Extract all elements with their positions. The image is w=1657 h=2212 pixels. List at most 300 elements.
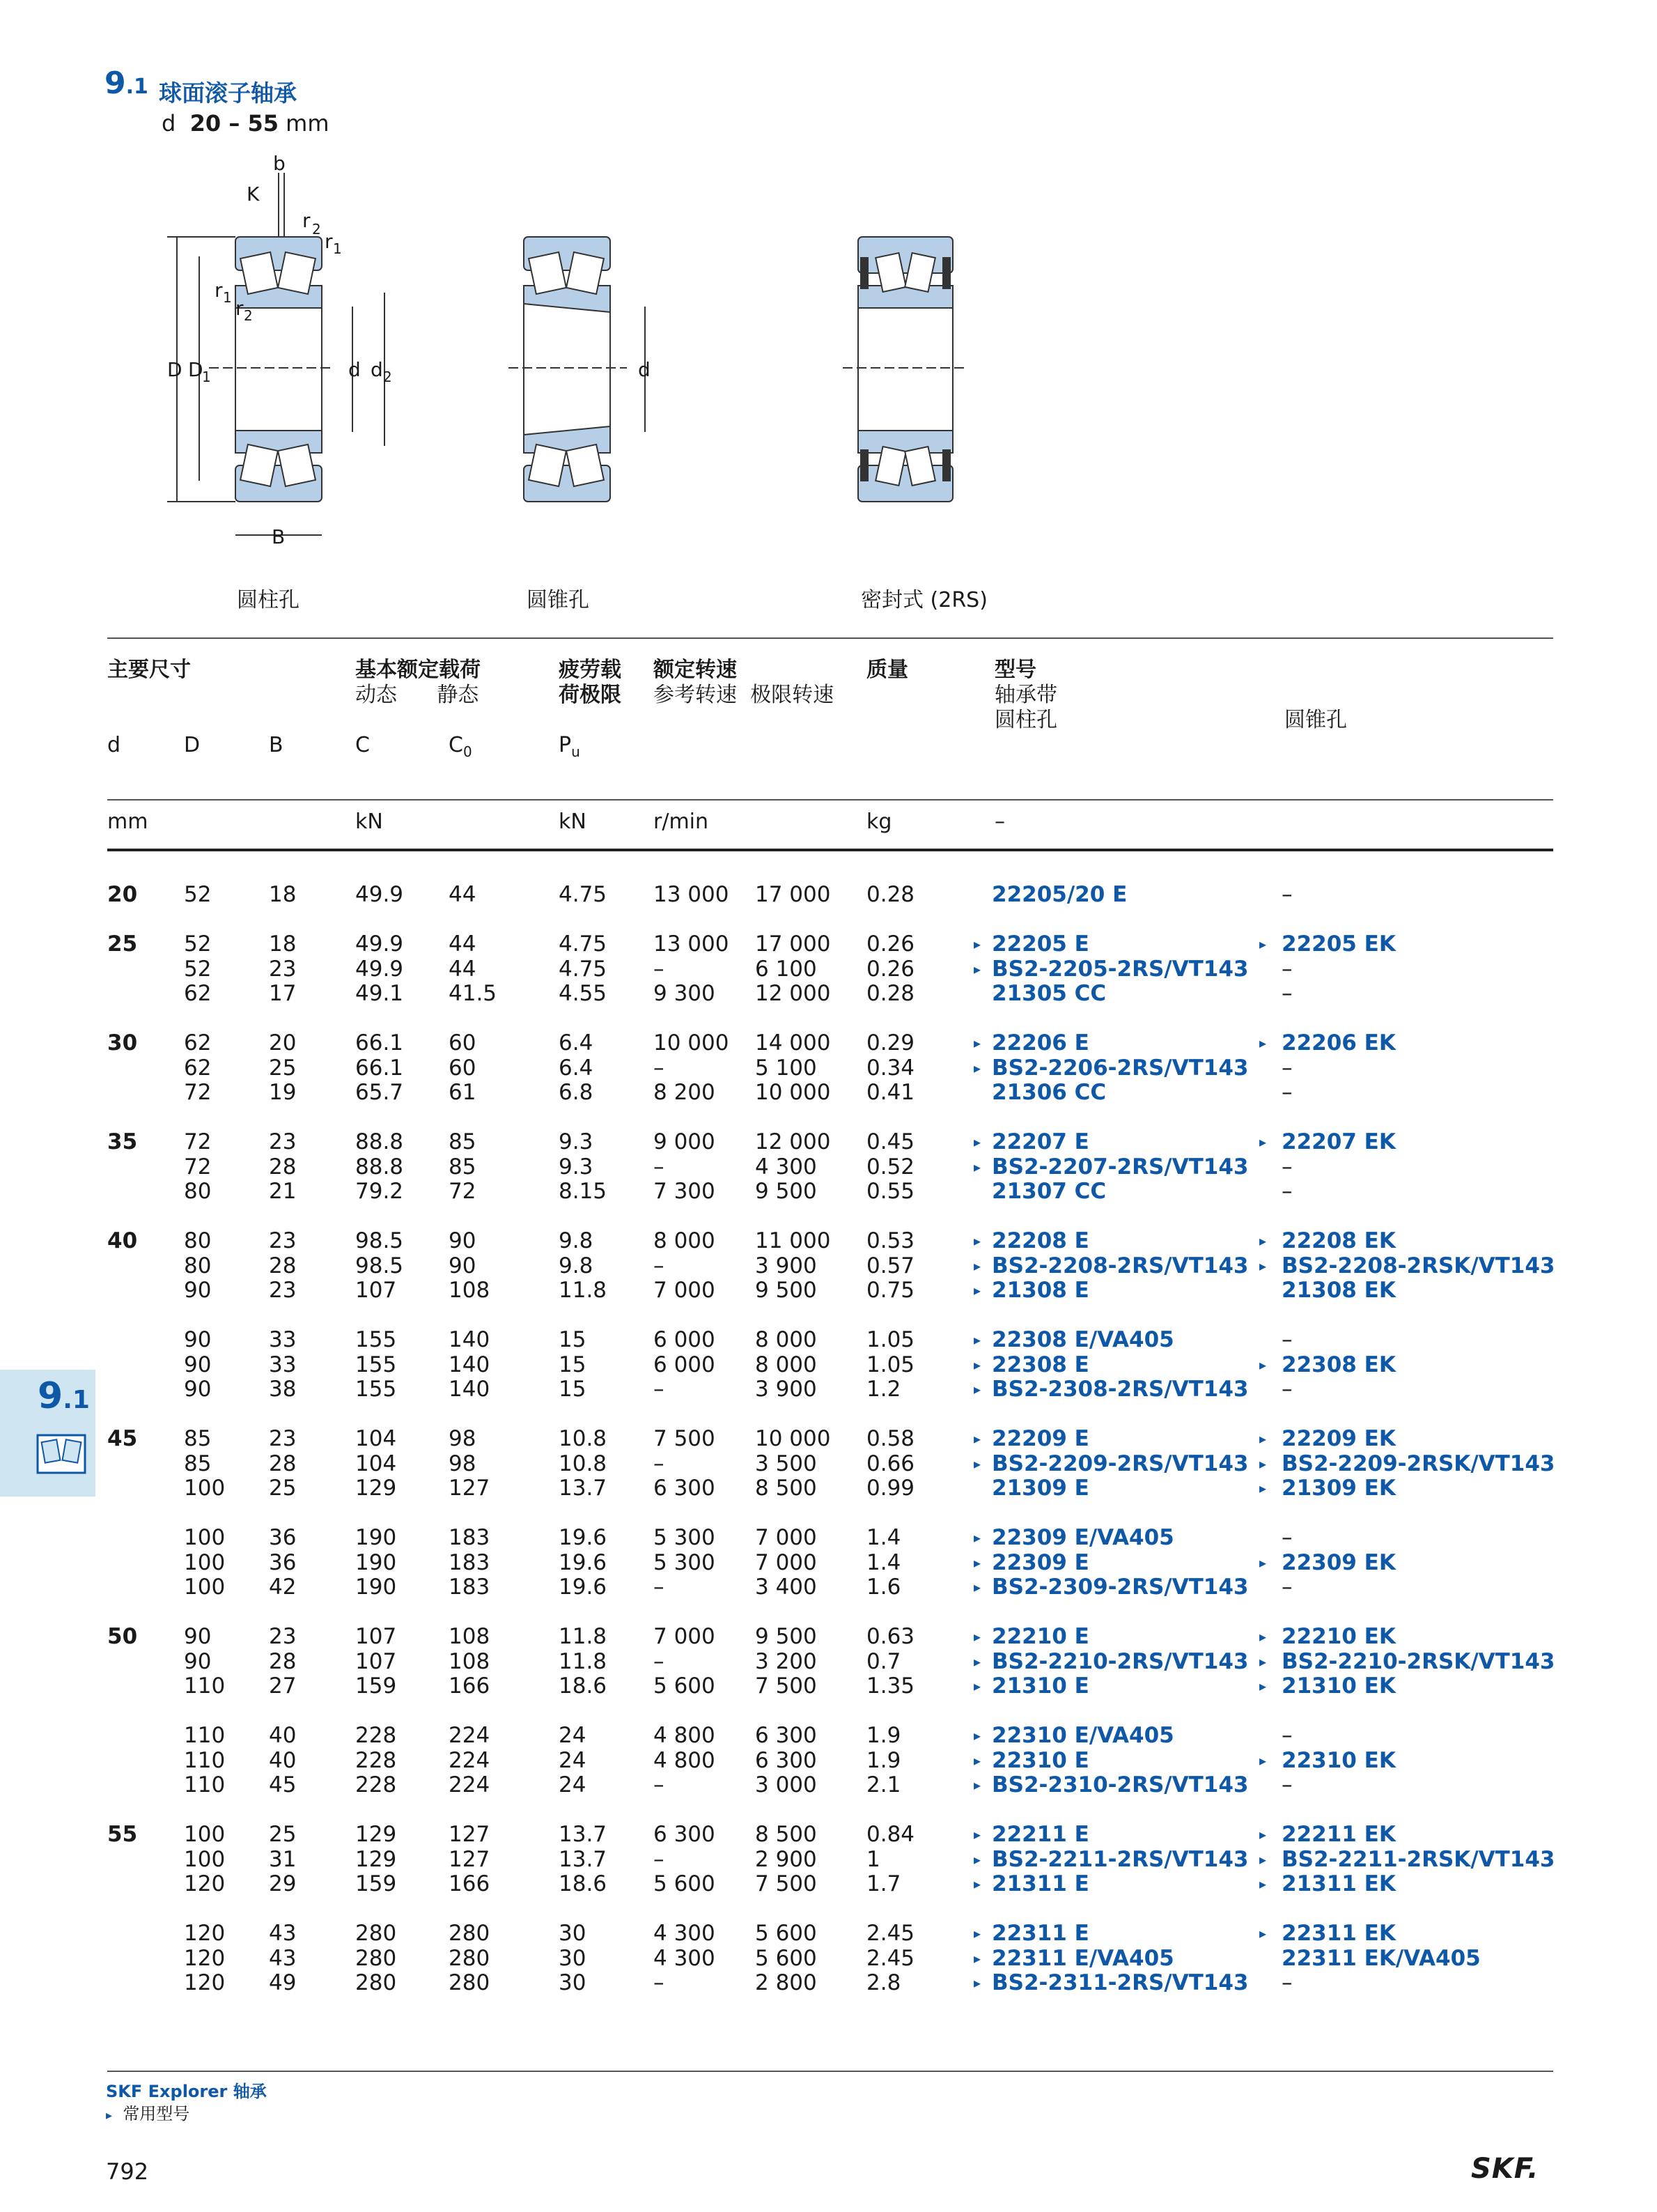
header-rule-mid	[107, 799, 1553, 801]
col-Pu: 13.7	[559, 1476, 607, 1501]
caption-cylindrical-bore: 圆柱孔	[237, 588, 299, 612]
footer-title: SKF Explorer 轴承	[106, 2082, 267, 2101]
col-C: 66.1	[355, 1055, 404, 1081]
col-mass: 0.63	[866, 1624, 915, 1649]
table-row	[0, 1030, 1657, 1055]
col-B: 38	[269, 1377, 297, 1402]
designation-tapered[interactable]: 22308 EK	[1282, 1352, 1396, 1377]
caption-sealed: 密封式 (2RS)	[861, 588, 988, 612]
popular-marker-icon: ▸	[974, 1826, 981, 1843]
designation-cylindrical[interactable]: BS2-2207-2RS/VT143	[992, 1154, 1249, 1180]
header-main-dims: 主要尺寸	[107, 658, 191, 682]
unit-rmin: r/min	[653, 810, 709, 834]
col-C: 49.9	[355, 931, 404, 957]
svg-text:1: 1	[223, 289, 232, 306]
popular-marker-icon: ▸	[1259, 1628, 1267, 1645]
col-D: 120	[184, 1871, 226, 1896]
designation-cylindrical[interactable]: 21309 E	[992, 1476, 1089, 1501]
col-C: 49.9	[355, 882, 404, 907]
designation-tapered[interactable]: 21308 EK	[1282, 1278, 1396, 1303]
designation-tapered[interactable]: 22208 EK	[1282, 1228, 1396, 1253]
col-mass: 0.28	[866, 882, 915, 907]
col-C: 228	[355, 1723, 397, 1748]
col-Pu: 9.8	[559, 1228, 593, 1253]
col-D: 52	[184, 956, 212, 982]
designation-tapered: –	[1282, 1723, 1293, 1748]
designation-tapered[interactable]: 22310 EK	[1282, 1747, 1396, 1773]
col-mass: 0.99	[866, 1476, 915, 1501]
col-C0: 280	[449, 1945, 490, 1971]
col-mass: 1.7	[866, 1871, 901, 1896]
sym-Pu: $P_u$	[559, 733, 580, 760]
col-D: 90	[184, 1352, 212, 1377]
bearing-drawings	[0, 0, 1657, 613]
col-mass: 2.1	[866, 1772, 901, 1797]
popular-marker-icon: ▸	[1259, 1430, 1267, 1447]
designation-cylindrical[interactable]: 22311 E/VA405	[992, 1945, 1174, 1971]
designation-tapered[interactable]: BS2-2209-2RSK/VT143	[1282, 1451, 1555, 1476]
designation-cylindrical[interactable]: BS2-2310-2RS/VT143	[992, 1772, 1249, 1797]
col-C: 104	[355, 1451, 397, 1476]
designation-cylindrical[interactable]: 22210 E	[992, 1624, 1089, 1649]
col-D: 80	[184, 1253, 212, 1278]
col-Pu: 8.15	[559, 1179, 607, 1204]
diameter-range: d 20 – 55 mm	[162, 110, 329, 137]
col-mass: 1.35	[866, 1673, 915, 1699]
table-row	[0, 1575, 1657, 1600]
col-C: 190	[355, 1575, 397, 1600]
header-designation: 型号 轴承带 圆柱孔	[995, 658, 1057, 732]
col-Pu: 9.3	[559, 1129, 593, 1154]
col-C0: 85	[449, 1129, 476, 1154]
designation-cylindrical[interactable]: BS2-2211-2RS/VT143	[992, 1846, 1249, 1872]
col-ref-speed: –	[653, 956, 664, 982]
svg-text:1: 1	[333, 240, 342, 257]
col-B: 19	[269, 1080, 297, 1105]
col-mass: 0.41	[866, 1080, 915, 1105]
unit-mm: mm	[107, 810, 148, 834]
table-row	[0, 1352, 1657, 1377]
col-ref-speed: 7 000	[653, 1624, 715, 1649]
col-lim-speed: 11 000	[755, 1228, 831, 1253]
designation-cylindrical[interactable]: BS2-2209-2RS/VT143	[992, 1451, 1249, 1476]
col-ref-speed: 7 300	[653, 1179, 715, 1204]
col-mass: 1.4	[866, 1549, 901, 1575]
col-ref-speed: 4 300	[653, 1921, 715, 1946]
table-row	[0, 1253, 1657, 1278]
svg-text:2: 2	[312, 221, 321, 238]
designation-tapered: –	[1282, 981, 1293, 1006]
col-C: 155	[355, 1352, 397, 1377]
designation-cylindrical[interactable]: 21306 CC	[992, 1080, 1107, 1105]
col-D: 120	[184, 1921, 226, 1946]
popular-marker-icon: ▸	[974, 1035, 981, 1051]
col-C0: 61	[449, 1080, 476, 1105]
col-lim-speed: 7 000	[755, 1549, 817, 1575]
cylindrical-bore-drawing	[167, 173, 384, 535]
col-Pu: 18.6	[559, 1673, 607, 1699]
designation-tapered[interactable]: 21311 EK	[1282, 1871, 1396, 1896]
designation-cylindrical[interactable]: 22206 E	[992, 1030, 1089, 1055]
col-C0: 224	[449, 1772, 490, 1797]
col-C0: 183	[449, 1549, 490, 1575]
col-C: 107	[355, 1648, 397, 1674]
col-Pu: 19.6	[559, 1525, 607, 1550]
col-C: 129	[355, 1476, 397, 1501]
col-lim-speed: 2 800	[755, 1970, 817, 1995]
table-row	[0, 1179, 1657, 1204]
table-row	[0, 1228, 1657, 1253]
col-C0: 224	[449, 1723, 490, 1748]
col-lim-speed: 3 500	[755, 1451, 817, 1476]
col-D: 62	[184, 1030, 212, 1055]
col-B: 31	[269, 1846, 297, 1872]
col-ref-speed: 10 000	[653, 1030, 729, 1055]
col-ref-speed: 5 600	[653, 1871, 715, 1896]
designation-cylindrical[interactable]: 22207 E	[992, 1129, 1089, 1154]
col-B: 20	[269, 1030, 297, 1055]
sym-C0: $C_0$	[449, 733, 472, 760]
col-C: 66.1	[355, 1030, 404, 1055]
col-B: 17	[269, 981, 297, 1006]
popular-marker-icon: ▸	[974, 1751, 981, 1769]
col-d: 50	[107, 1624, 138, 1649]
label-r1-top: r	[325, 230, 333, 253]
table-row	[0, 1451, 1657, 1476]
col-Pu: 19.6	[559, 1575, 607, 1600]
sym-D: D	[184, 733, 201, 757]
col-C: 280	[355, 1945, 397, 1971]
col-lim-speed: 5 600	[755, 1945, 817, 1971]
col-D: 90	[184, 1624, 212, 1649]
col-C: 159	[355, 1871, 397, 1896]
col-Pu: 11.8	[559, 1278, 607, 1303]
popular-marker-icon: ▸	[1259, 1925, 1267, 1942]
col-Pu: 15	[559, 1377, 586, 1402]
designation-tapered[interactable]: 22309 EK	[1282, 1549, 1396, 1575]
header-rule-bottom	[107, 849, 1553, 851]
col-C0: 166	[449, 1871, 490, 1896]
col-lim-speed: 6 300	[755, 1747, 817, 1773]
col-B: 25	[269, 1055, 297, 1081]
popular-marker-icon: ▸	[974, 1653, 981, 1670]
col-mass: 0.75	[866, 1278, 915, 1303]
popular-marker-icon: ▸	[974, 1579, 981, 1595]
designation-tapered[interactable]: 22311 EK/VA405	[1282, 1945, 1481, 1971]
designation-tapered[interactable]: 22211 EK	[1282, 1822, 1396, 1847]
col-mass: 1.9	[866, 1747, 901, 1773]
col-D: 120	[184, 1970, 226, 1995]
col-Pu: 18.6	[559, 1871, 607, 1896]
col-mass: 0.29	[866, 1030, 915, 1055]
page-number: 792	[106, 2158, 149, 2185]
col-C: 49.1	[355, 981, 404, 1006]
col-D: 100	[184, 1846, 226, 1872]
col-C0: 127	[449, 1476, 490, 1501]
designation-cylindrical[interactable]: 22205 E	[992, 931, 1089, 957]
col-D: 72	[184, 1129, 212, 1154]
col-B: 23	[269, 1228, 297, 1253]
designation-cylindrical[interactable]: 22311 E	[992, 1921, 1089, 1946]
col-mass: 0.84	[866, 1822, 915, 1847]
col-d: 55	[107, 1822, 138, 1847]
col-ref-speed: 4 800	[653, 1747, 715, 1773]
designation-cylindrical[interactable]: 22209 E	[992, 1426, 1089, 1451]
col-C0: 44	[449, 882, 476, 907]
designation-cylindrical[interactable]: 22308 E	[992, 1352, 1089, 1377]
col-C: 159	[355, 1673, 397, 1699]
designation-tapered[interactable]: 22206 EK	[1282, 1030, 1396, 1055]
popular-marker-icon: ▸	[1259, 1134, 1267, 1150]
col-Pu: 24	[559, 1747, 586, 1773]
col-Pu: 15	[559, 1352, 586, 1377]
col-d: 30	[107, 1030, 138, 1055]
col-D: 90	[184, 1377, 212, 1402]
col-C0: 98	[449, 1451, 476, 1476]
col-lim-speed: 3 200	[755, 1648, 817, 1674]
col-C0: 60	[449, 1055, 476, 1081]
col-mass: 2.8	[866, 1970, 901, 1995]
col-mass: 0.7	[866, 1648, 901, 1674]
popular-marker-icon: ▸	[974, 1678, 981, 1694]
col-C: 228	[355, 1747, 397, 1773]
col-mass: 0.26	[866, 956, 915, 982]
designation-tapered[interactable]: 21309 EK	[1282, 1476, 1396, 1501]
col-B: 43	[269, 1921, 297, 1946]
designation-cylindrical[interactable]: 22208 E	[992, 1228, 1089, 1253]
col-Pu: 6.8	[559, 1080, 593, 1105]
popular-marker-icon: ▸	[974, 1628, 981, 1645]
designation-cylindrical[interactable]: 21307 CC	[992, 1179, 1107, 1204]
popular-marker-icon: ▸	[1259, 936, 1267, 952]
designation-cylindrical[interactable]: 22205/20 E	[992, 882, 1128, 907]
popular-marker-icon: ▸	[974, 1331, 981, 1348]
popular-marker-icon: ▸	[1259, 1480, 1267, 1496]
col-B: 28	[269, 1451, 297, 1476]
col-B: 43	[269, 1945, 297, 1971]
designation-cylindrical[interactable]: 21305 CC	[992, 981, 1107, 1006]
col-C: 79.2	[355, 1179, 404, 1204]
col-ref-speed: 13 000	[653, 931, 729, 957]
designation-cylindrical[interactable]: BS2-2208-2RS/VT143	[992, 1253, 1249, 1278]
col-D: 110	[184, 1747, 226, 1773]
col-C0: 183	[449, 1575, 490, 1600]
designation-tapered: –	[1282, 1154, 1293, 1180]
popular-marker-icon: ▸	[1259, 1257, 1267, 1274]
designation-cylindrical[interactable]: 22309 E/VA405	[992, 1525, 1174, 1550]
designation-cylindrical[interactable]: BS2-2205-2RS/VT143	[992, 956, 1249, 982]
designation-tapered: –	[1282, 1327, 1293, 1352]
col-B: 40	[269, 1747, 297, 1773]
label-d2: d	[371, 358, 383, 381]
col-mass: 1.9	[866, 1723, 901, 1748]
col-D: 72	[184, 1080, 212, 1105]
designation-tapered[interactable]: 21310 EK	[1282, 1673, 1396, 1699]
popular-marker-icon: ▸	[974, 1777, 981, 1793]
popular-marker-icon: ▸	[974, 1158, 981, 1175]
col-ref-speed: 7 500	[653, 1426, 715, 1451]
col-lim-speed: 14 000	[755, 1030, 831, 1055]
col-Pu: 4.55	[559, 981, 607, 1006]
col-C0: 108	[449, 1278, 490, 1303]
popular-marker-icon: ▸	[974, 1949, 981, 1967]
col-ref-speed: –	[653, 1154, 664, 1180]
col-ref-speed: 7 000	[653, 1278, 715, 1303]
col-B: 45	[269, 1772, 297, 1797]
col-D: 110	[184, 1673, 226, 1699]
col-lim-speed: 3 000	[755, 1772, 817, 1797]
table-row	[0, 882, 1657, 907]
col-D: 100	[184, 1525, 226, 1550]
label-K: K	[247, 183, 260, 206]
designation-tapered[interactable]: BS2-2211-2RSK/VT143	[1282, 1846, 1555, 1872]
designation-cylindrical[interactable]: 21310 E	[992, 1673, 1089, 1699]
designation-cylindrical[interactable]: BS2-2206-2RS/VT143	[992, 1055, 1249, 1081]
col-B: 23	[269, 1129, 297, 1154]
popular-marker-icon: ▸	[974, 960, 981, 977]
col-lim-speed: 6 300	[755, 1723, 817, 1748]
col-D: 110	[184, 1723, 226, 1748]
col-Pu: 30	[559, 1970, 586, 1995]
col-ref-speed: 8 000	[653, 1228, 715, 1253]
label-b: b	[273, 152, 286, 175]
designation-cylindrical[interactable]: 22309 E	[992, 1549, 1089, 1575]
designation-cylindrical[interactable]: 22310 E	[992, 1747, 1089, 1773]
popular-marker-icon: ▸	[1259, 1751, 1267, 1769]
popular-marker-icon: ▸	[1259, 1035, 1267, 1051]
col-C0: 60	[449, 1030, 476, 1055]
label-D: D	[167, 358, 182, 381]
col-lim-speed: 8 000	[755, 1327, 817, 1352]
designation-tapered[interactable]: 22207 EK	[1282, 1129, 1396, 1154]
col-ref-speed: 9 300	[653, 981, 715, 1006]
designation-tapered[interactable]: 22311 EK	[1282, 1921, 1396, 1946]
col-mass: 0.58	[866, 1426, 915, 1451]
col-mass: 1.6	[866, 1575, 901, 1600]
popular-marker-icon: ▸	[974, 1232, 981, 1249]
col-D: 120	[184, 1945, 226, 1971]
designation-cylindrical[interactable]: 21311 E	[992, 1871, 1089, 1896]
col-mass: 1	[866, 1846, 880, 1872]
designation-cylindrical[interactable]: BS2-2308-2RS/VT143	[992, 1377, 1249, 1402]
popular-marker-icon: ▸	[974, 1381, 981, 1398]
designation-tapered: –	[1282, 1970, 1293, 1995]
popular-marker-icon: ▸	[974, 1727, 981, 1744]
col-C: 98.5	[355, 1228, 404, 1253]
designation-tapered: –	[1282, 1575, 1293, 1600]
col-Pu: 6.4	[559, 1055, 593, 1081]
label-r2: r	[235, 297, 244, 320]
designation-cylindrical[interactable]: BS2-2311-2RS/VT143	[992, 1970, 1249, 1995]
col-C0: 166	[449, 1673, 490, 1699]
designation-cylindrical[interactable]: BS2-2309-2RS/VT143	[992, 1575, 1249, 1600]
col-ref-speed: –	[653, 1377, 664, 1402]
col-ref-speed: 9 000	[653, 1129, 715, 1154]
col-C: 49.9	[355, 956, 404, 982]
designation-tapered[interactable]: BS2-2210-2RSK/VT143	[1282, 1648, 1555, 1674]
col-B: 23	[269, 1278, 297, 1303]
col-lim-speed: 8 500	[755, 1822, 817, 1847]
header-rule-top	[107, 637, 1553, 639]
table-row	[0, 1871, 1657, 1896]
col-lim-speed: 17 000	[755, 931, 831, 957]
bearing-icon	[36, 1434, 86, 1474]
col-C: 228	[355, 1772, 397, 1797]
designation-tapered[interactable]: 22210 EK	[1282, 1624, 1396, 1649]
designation-tapered[interactable]: BS2-2208-2RSK/VT143	[1282, 1253, 1555, 1278]
col-B: 36	[269, 1525, 297, 1550]
col-C: 190	[355, 1525, 397, 1550]
col-D: 100	[184, 1575, 226, 1600]
table-row	[0, 957, 1657, 982]
col-B: 23	[269, 1624, 297, 1649]
col-lim-speed: 17 000	[755, 882, 831, 907]
col-C: 107	[355, 1624, 397, 1649]
col-C: 88.8	[355, 1154, 404, 1180]
col-mass: 0.55	[866, 1179, 915, 1204]
col-ref-speed: 6 300	[653, 1822, 715, 1847]
designation-tapered: –	[1282, 1179, 1293, 1204]
col-mass: 0.52	[866, 1154, 915, 1180]
col-ref-speed: 5 300	[653, 1525, 715, 1550]
col-C0: 140	[449, 1377, 490, 1402]
col-C0: 72	[449, 1179, 476, 1204]
unit-kN-fatigue: kN	[559, 810, 586, 834]
section-number: 9.1	[104, 65, 148, 101]
popular-marker-icon: ▸	[1259, 1678, 1267, 1694]
col-D: 52	[184, 882, 212, 907]
col-lim-speed: 4 300	[755, 1154, 817, 1180]
col-D: 90	[184, 1278, 212, 1303]
col-lim-speed: 3 400	[755, 1575, 817, 1600]
popular-marker-icon: ▸	[1259, 1356, 1267, 1373]
sealed-bearing-drawing	[843, 237, 968, 502]
col-D: 80	[184, 1179, 212, 1204]
table-row	[0, 1080, 1657, 1105]
col-B: 23	[269, 956, 297, 982]
popular-marker-icon: ▸	[974, 1974, 981, 1991]
col-C0: 98	[449, 1426, 476, 1451]
designation-cylindrical[interactable]: 22308 E/VA405	[992, 1327, 1174, 1352]
col-mass: 1.05	[866, 1352, 915, 1377]
col-ref-speed: 5 300	[653, 1549, 715, 1575]
designation-tapered[interactable]: 22205 EK	[1282, 931, 1396, 957]
col-mass: 1.05	[866, 1327, 915, 1352]
col-B: 27	[269, 1673, 297, 1699]
popular-marker-icon: ▸	[1259, 1850, 1267, 1868]
col-C: 129	[355, 1846, 397, 1872]
col-Pu: 4.75	[559, 956, 607, 982]
table-row	[0, 1723, 1657, 1748]
designation-tapered[interactable]: 22209 EK	[1282, 1426, 1396, 1451]
col-Pu: 4.75	[559, 931, 607, 957]
designation-cylindrical[interactable]: BS2-2210-2RS/VT143	[992, 1648, 1249, 1674]
designation-cylindrical[interactable]: 21308 E	[992, 1278, 1089, 1303]
col-Pu: 11.8	[559, 1648, 607, 1674]
designation-cylindrical[interactable]: 22211 E	[992, 1822, 1089, 1847]
popular-marker-icon: ▸	[974, 1554, 981, 1571]
col-mass: 2.45	[866, 1921, 915, 1946]
designation-cylindrical[interactable]: 22310 E/VA405	[992, 1723, 1174, 1748]
unit-kg: kg	[866, 810, 892, 834]
label-D1: D	[188, 358, 203, 381]
popular-marker-icon: ▸	[974, 1850, 981, 1868]
col-C0: 127	[449, 1822, 490, 1847]
col-d: 45	[107, 1426, 138, 1451]
col-ref-speed: –	[653, 1253, 664, 1278]
col-B: 25	[269, 1476, 297, 1501]
col-ref-speed: 13 000	[653, 882, 729, 907]
